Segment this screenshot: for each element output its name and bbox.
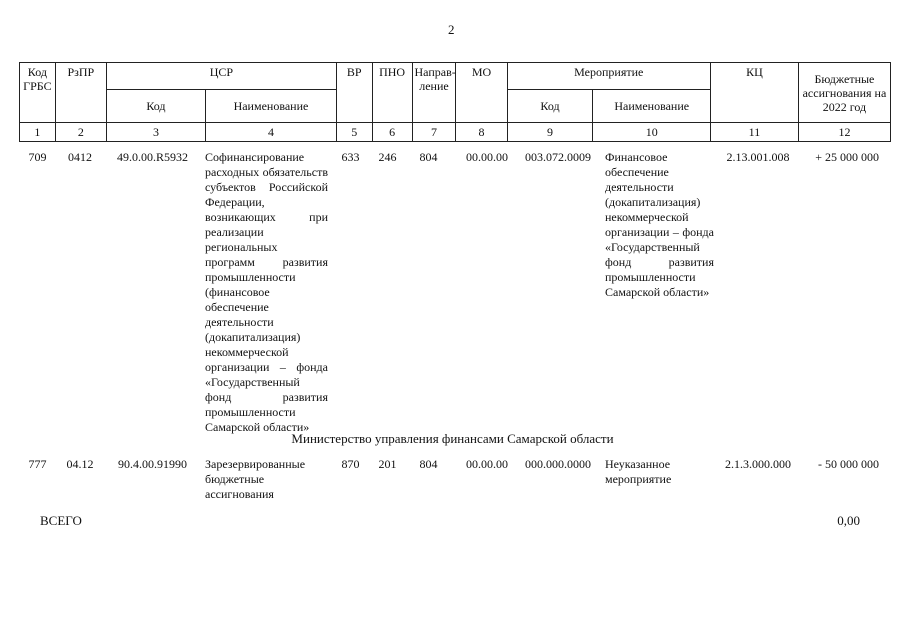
- row-mo: 00.00.00: [466, 150, 508, 164]
- row-mer-name: Финансовое обеспечение деятельности (докапитализация) некоммерческой организации – фонда «Государственный фонд развития промышленности Самарской области»: [605, 150, 714, 299]
- row-pno: 246: [378, 150, 397, 164]
- row-kc: 2.1.3.000.000: [725, 457, 791, 471]
- header-mo: МО: [456, 63, 507, 123]
- header-csr: ЦСР: [106, 63, 336, 90]
- row-csr-kod: 90.4.00.91990: [118, 457, 187, 471]
- column-number: 11: [711, 123, 799, 142]
- row-rzpr: 0412: [68, 150, 92, 164]
- column-number: 5: [336, 123, 372, 142]
- row-napravlenie: 804: [419, 457, 438, 471]
- row-rzpr: 04.12: [66, 457, 94, 471]
- column-number: 7: [412, 123, 456, 142]
- row-csr-name: Зарезервированные бюджетные ассигнования: [205, 457, 306, 501]
- row-mer-kod: 000.000.0000: [525, 457, 591, 471]
- header-csr-kod: Код: [106, 90, 205, 123]
- header-mer-kod: Код: [507, 90, 593, 123]
- row-kod-grbs: 709: [28, 150, 47, 164]
- row-vr: 870: [341, 457, 360, 471]
- total-value: 0,00: [837, 513, 860, 528]
- row-pno: 201: [378, 457, 397, 471]
- row-mer-kod: 003.072.0009: [525, 150, 591, 164]
- column-number: 6: [372, 123, 412, 142]
- column-number: 10: [593, 123, 711, 142]
- row-mer-name: Неуказанное мероприятие: [605, 457, 672, 486]
- page-number: 2: [448, 22, 455, 37]
- row-kc: 2.13.001.008: [726, 150, 790, 164]
- section-title: Министерство управления финансами Самарской области: [291, 431, 614, 446]
- row-vr: 633: [341, 150, 360, 164]
- header-napravlenie: Направ-ление: [412, 63, 456, 123]
- column-number: 2: [55, 123, 106, 142]
- header-meropriyatie: Мероприятие: [507, 63, 710, 90]
- row-csr-name: Софинансирование расходных обязательств субъектов Российской Федерации, возникающих при реализации региональных программ развития промышленности (финансовое обеспечение деятельности (докапитализация) некоммерческой организации – фонда «Государственный фонд развития промышленности Самарской области»: [205, 150, 328, 434]
- row-kod-grbs: 777: [28, 457, 47, 471]
- column-number: 9: [507, 123, 593, 142]
- row-amount: + 25 000 000: [815, 150, 879, 164]
- column-number: 3: [106, 123, 205, 142]
- header-vr: ВР: [336, 63, 372, 123]
- header-csr-name: Наименование: [206, 90, 337, 123]
- total-label: ВСЕГО: [40, 513, 82, 528]
- column-number: 1: [20, 123, 56, 142]
- table-header: [19, 62, 891, 142]
- row-csr-kod: 49.0.00.R5932: [116, 150, 188, 164]
- header-mer-name: Наименование: [593, 90, 711, 123]
- header-budget: Бюджетные ассигнования на 2022 год: [798, 63, 890, 123]
- header-kc: КЦ: [711, 63, 799, 123]
- column-number: 12: [798, 123, 890, 142]
- column-number: 8: [456, 123, 507, 142]
- header-kod-grbs: Код ГРБС: [20, 63, 56, 123]
- row-amount: - 50 000 000: [818, 457, 879, 471]
- column-number: 4: [206, 123, 337, 142]
- header-rzpr: РзПР: [55, 63, 106, 123]
- row-mo: 00.00.00: [466, 457, 508, 471]
- header-pno: ПНО: [372, 63, 412, 123]
- row-napravlenie: 804: [419, 150, 438, 164]
